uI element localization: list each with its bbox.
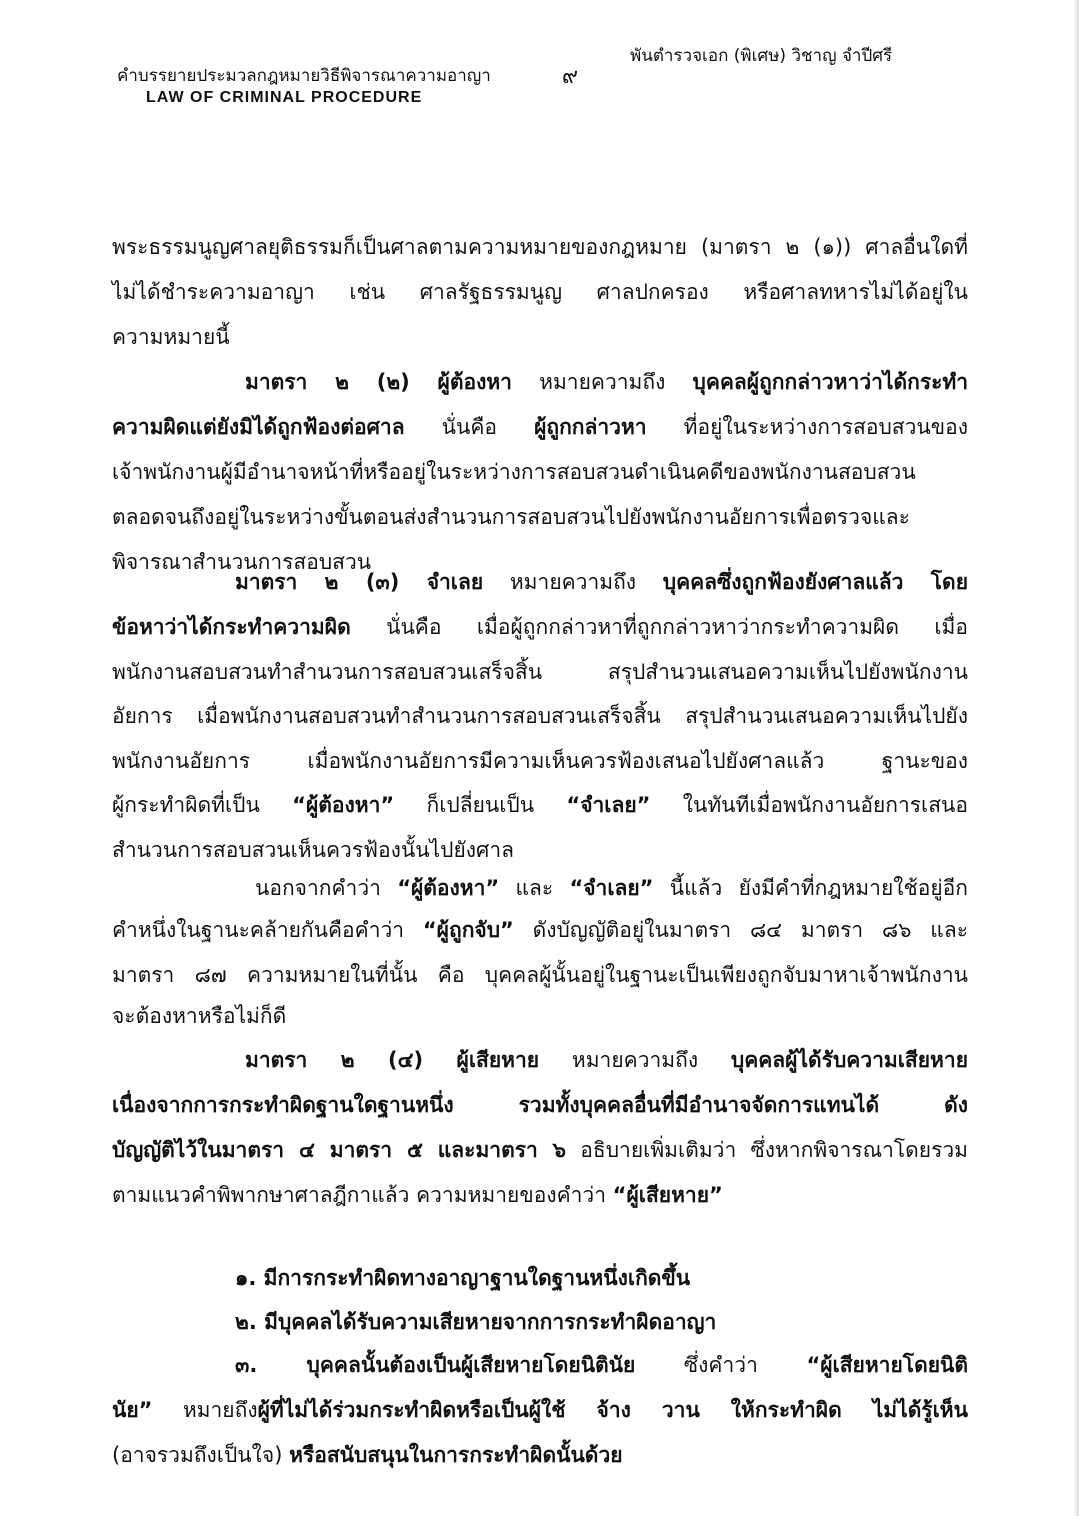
header-book-title: คำบรรยายประมวลกฎหมายวิธีพิจารณาความอาญา <box>117 66 491 86</box>
text-line <box>255 873 968 903</box>
text-line <box>235 1307 968 1337</box>
text-segment: (อาจรวมถึงเป็นใจ) <box>112 1443 290 1467</box>
bold-text: “ผู้ถูกจับ” <box>422 918 514 942</box>
bold-text: ๑. มีการกระทำผิดทางอาญาฐานใดฐานหนึ่งเกิดขึ้น <box>235 1266 691 1290</box>
text-segment: นี้แล้ว ยังมีคำที่กฎหมายใช้อยู่อีก <box>653 876 968 900</box>
bold-text: บุคคลผู้ได้รับความเสียหาย <box>730 1048 968 1072</box>
text-line <box>112 502 968 532</box>
text-segment: ในทันทีเมื่อพนักงานอัยการเสนอ <box>650 793 968 817</box>
bold-text: นัย” <box>112 1398 153 1422</box>
text-line <box>245 367 968 397</box>
text-line <box>245 1045 968 1075</box>
bold-text: “ผู้เสียหาย” <box>612 1183 723 1207</box>
bold-text: ๒. มีบุคคลได้รับความเสียหายจากการกระทำผิดอาญา <box>235 1310 717 1334</box>
text-segment: และ <box>499 876 570 900</box>
text-line <box>235 1263 968 1293</box>
bold-text: “จำเลย” <box>569 876 654 900</box>
text-line <box>112 1090 968 1120</box>
bold-text: เนื่องจากการกระทำผิดฐานใดฐานหนึ่ง รวมทั้งบุคคลอื่นที่มีอำนาจจัดการแทนได้ ดัง <box>112 1093 968 1117</box>
text-line <box>112 701 968 731</box>
text-segment: เจ้าพนักงานผู้มีอำนาจหน้าที่หรืออยู่ในระหว่างการสอบสวนดำเนินคดีของพนักงานสอบสวน <box>112 460 916 484</box>
text-segment: ก็เปลี่ยนเป็น <box>394 793 567 817</box>
text-segment: มาตรา ๘๗ ความหมายในที่นั้น คือ บุคคลผู้นั้นอยู่ในฐานะเป็นเพียงถูกจับมาหาเจ้าพนักงาน <box>112 963 968 987</box>
text-segment: ซึ่งคำว่า <box>635 1353 807 1377</box>
text-segment: ตามแนวคำพิพากษาศาลฎีกาแล้ว ความหมายของคำว่า <box>112 1183 613 1207</box>
page-number: ๙ <box>562 64 579 89</box>
text-line <box>112 322 968 352</box>
text-line <box>112 790 968 820</box>
text-segment: ที่อยู่ในระหว่างการสอบสวนของ <box>646 415 968 439</box>
text-line <box>235 567 968 597</box>
bold-text: มาตรา ๒ (๓) จำเลย <box>235 570 484 594</box>
text-line <box>112 835 968 865</box>
bold-text: บุคคลผู้ถูกกล่าวหาว่าได้กระทำ <box>692 370 969 394</box>
text-line <box>112 457 968 487</box>
text-segment: หมายถึง <box>152 1398 258 1422</box>
text-segment: ตลอดจนถึงอยู่ในระหว่างขั้นตอนส่งสำนวนการสอบสวนไปยังพนักงานอัยการเพื่อตรวจและ <box>112 505 910 529</box>
text-segment: นั่นคือ เมื่อผู้ถูกกล่าวหาที่ถูกกล่าวหาว่ากระทำความผิด เมื่อ <box>350 615 968 639</box>
text-segment: พิจารณาสำนวนการสอบสวน <box>112 550 372 574</box>
text-segment: อธิบายเพิ่มเติมว่า ซึ่งหากพิจารณาโดยรวม <box>566 1138 968 1162</box>
bold-text: มาตรา ๒ (๔) ผู้เสียหาย <box>245 1048 540 1072</box>
text-segment: ความหมายนี้ <box>112 325 230 349</box>
text-segment: หมายความถึง <box>511 370 693 394</box>
bold-text: บัญญัติไว้ในมาตรา ๔ มาตรา ๕ และมาตรา ๖ <box>112 1138 567 1162</box>
text-segment: ดังบัญญัติอยู่ในมาตรา ๘๔ มาตรา ๘๖ และ <box>513 918 968 942</box>
text-line <box>112 657 968 687</box>
bold-text: “ผู้ต้องหา” <box>292 793 395 817</box>
bold-text: ๓. บุคคลนั้นต้องเป็นผู้เสียหายโดยนิตินัย <box>235 1353 636 1377</box>
page-edge-shadow <box>1073 0 1079 1516</box>
bold-text: “ผู้เสียหายโดยนิติ <box>806 1353 968 1377</box>
bold-text: ความผิดแต่ยังมิได้ถูกฟ้องต่อศาล <box>112 415 405 439</box>
text-segment: ไม่ได้ชำระความอาญา เช่น ศาลรัฐธรรมนูญ ศาลปกครอง หรือศาลทหารไม่ได้อยู่ใน <box>112 280 968 304</box>
header-author: พันตำรวจเอก (พิเศษ) วิชาญ จำปีศรี <box>630 46 893 66</box>
text-line <box>112 915 968 945</box>
text-line <box>112 1001 968 1031</box>
text-segment: หมายความถึง <box>483 570 663 594</box>
text-line <box>112 412 968 442</box>
bold-text: “ผู้ต้องหา” <box>397 876 500 900</box>
text-segment: หมายความถึง <box>539 1048 731 1072</box>
text-line <box>112 232 968 262</box>
text-line <box>112 1180 968 1210</box>
text-line <box>112 612 968 642</box>
text-line <box>112 1440 968 1470</box>
bold-text: ผู้ที่ไม่ได้ร่วมกระทำผิดหรือเป็นผู้ใช้ จ้าง วาน ให้กระทำผิด ไม่ได้รู้เห็น <box>257 1398 968 1422</box>
text-segment: นั่นคือ <box>404 415 535 439</box>
text-segment: สำนวนการสอบสวนเห็นควรฟ้องนั้นไปยังศาล <box>112 838 515 862</box>
text-segment: อัยการ เมื่อพนักงานสอบสวนทำสำนวนการสอบสวนเสร็จสิ้น สรุปสำนวนเสนอความเห็นไปยัง <box>112 704 968 728</box>
bold-text: บุคคลซึ่งถูกฟ้องยังศาลแล้ว โดย <box>662 570 969 594</box>
text-line <box>112 746 968 776</box>
text-segment: พระธรรมนูญศาลยุติธรรมก็เป็นศาลตามความหมายของกฎหมาย (มาตรา ๒ (๑)) ศาลอื่นใดที่ <box>112 235 968 259</box>
text-line <box>112 277 968 307</box>
text-segment: คำหนึ่งในฐานะคล้ายกันคือคำว่า <box>112 918 423 942</box>
text-line <box>112 1395 968 1425</box>
bold-text: หรือสนับสนุนในการกระทำผิดนั้นด้วย <box>289 1443 623 1467</box>
text-segment: พนักงานสอบสวนทำสำนวนการสอบสวนเสร็จสิ้น สรุปสำนวนเสนอความเห็นไปยังพนักงาน <box>112 660 968 684</box>
text-line <box>112 960 968 990</box>
bold-text: “จำเลย” <box>566 793 651 817</box>
text-line <box>235 1350 968 1380</box>
text-segment: นอกจากคำว่า <box>255 876 398 900</box>
bold-text: ข้อหาว่าได้กระทำความผิด <box>112 615 351 639</box>
text-segment: ผู้กระทำผิดที่เป็น <box>112 793 293 817</box>
header-english-title: LAW OF CRIMINAL PROCEDURE <box>146 89 423 106</box>
text-segment: พนักงานอัยการ เมื่อพนักงานอัยการมีความเห็นควรฟ้องเสนอไปยังศาลแล้ว ฐานะของ <box>112 749 968 773</box>
bold-text: มาตรา ๒ (๒) ผู้ต้องหา <box>245 370 512 394</box>
bold-text: ผู้ถูกกล่าวหา <box>534 415 647 439</box>
text-segment: จะต้องหาหรือไม่ก็ดี <box>112 1004 287 1028</box>
text-line <box>112 1135 968 1165</box>
